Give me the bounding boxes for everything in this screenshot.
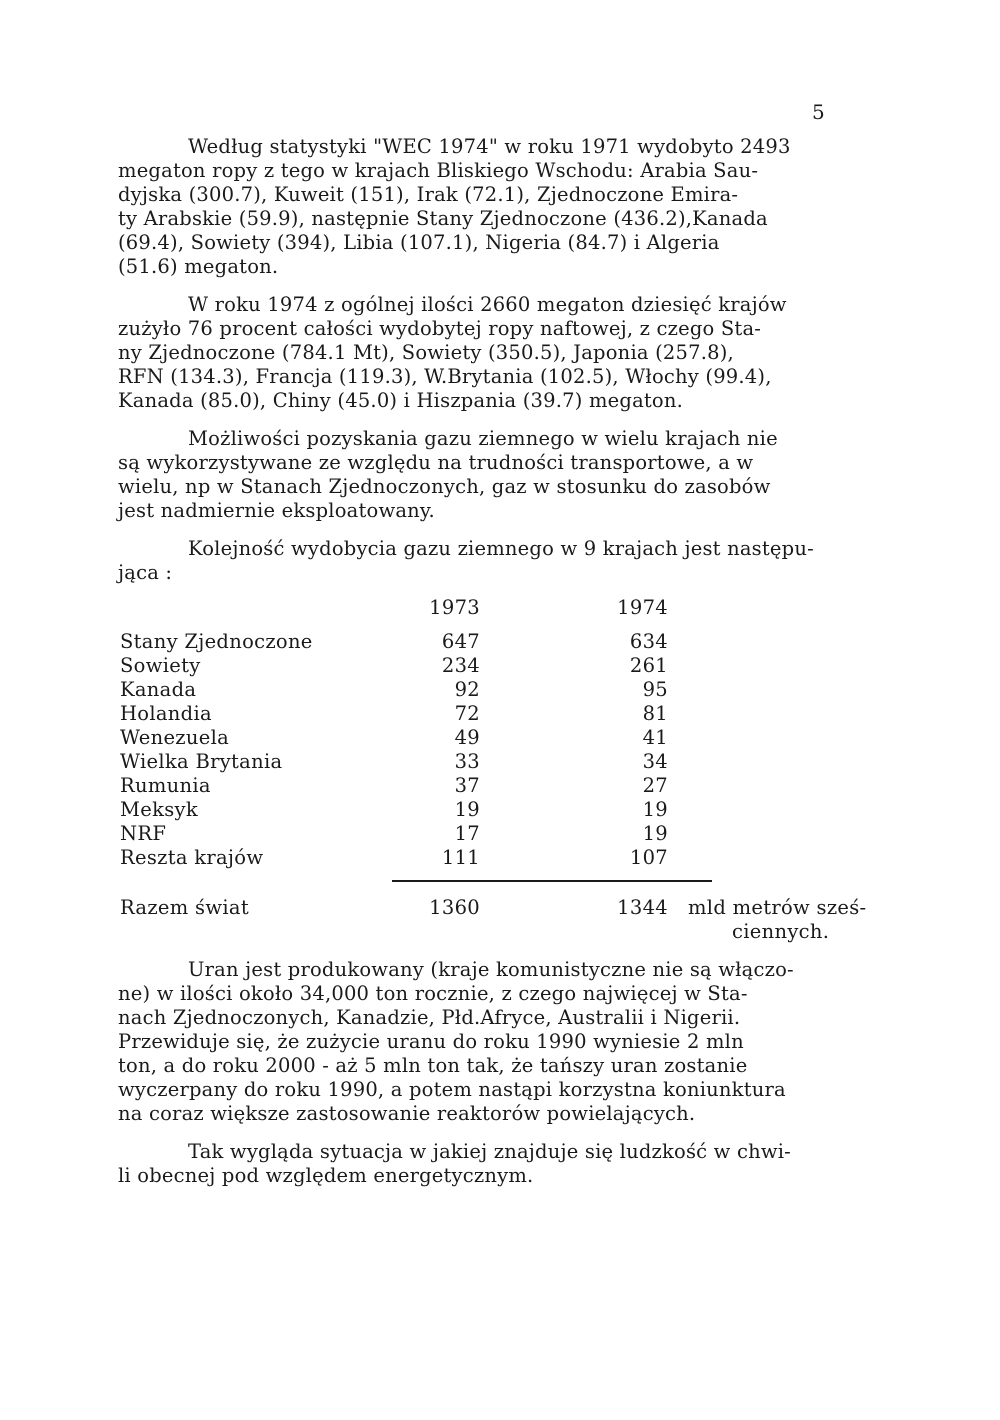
- value-1974-cell: 41: [642, 726, 668, 749]
- total-1973: 1360: [429, 896, 480, 919]
- value-1974-cell: 107: [629, 846, 668, 869]
- text-line: są wykorzystywane ze względu na trudności transportowe, a w: [118, 451, 754, 474]
- country-cell: NRF: [120, 822, 167, 845]
- total-divider: [392, 880, 712, 882]
- value-1973-cell: 49: [454, 726, 480, 749]
- value-1974-cell: 261: [629, 654, 668, 677]
- text-line: Przewiduje się, że zużycie uranu do roku 1990 wyniesie 2 mln: [118, 1030, 744, 1053]
- country-cell: Stany Zjednoczone: [120, 630, 313, 653]
- text-line: dyjska (300.7), Kuweit (151), Irak (72.1), Zjednoczone Emira-: [118, 183, 739, 206]
- unit-label: mld metrów sześ-: [688, 896, 867, 919]
- text-line: jest nadmiernie eksploatowany.: [118, 499, 435, 522]
- text-line: na coraz większe zastosowanie reaktorów powielających.: [118, 1102, 696, 1125]
- value-1973-cell: 647: [441, 630, 480, 653]
- value-1974-cell: 81: [642, 702, 668, 725]
- country-cell: Wenezuela: [120, 726, 230, 749]
- text-line: wyczerpany do roku 1990, a potem nastąpi korzystna koniunktura: [118, 1078, 786, 1101]
- text-line: ton, a do roku 2000 - aż 5 mln ton tak, że tańszy uran zostanie: [118, 1054, 748, 1077]
- value-1973-cell: 33: [454, 750, 480, 773]
- value-1974-cell: 27: [642, 774, 668, 797]
- text-line: (51.6) megaton.: [118, 255, 279, 278]
- column-header-1973: 1973: [429, 596, 480, 619]
- value-1973-cell: 19: [454, 798, 480, 821]
- value-1973-cell: 92: [454, 678, 480, 701]
- text-line: zużyło 76 procent całości wydobytej ropy naftowej, z czego Sta-: [118, 317, 762, 340]
- country-cell: Rumunia: [120, 774, 211, 797]
- text-line: RFN (134.3), Francja (119.3), W.Brytania (102.5), Włochy (99.4),: [118, 365, 772, 388]
- text-line: Kolejność wydobycia gazu ziemnego w 9 krajach jest następu-: [188, 537, 814, 560]
- unit-label-continued: ciennych.: [732, 920, 830, 943]
- text-line: Tak wygląda sytuacja w jakiej znajduje się ludzkość w chwi-: [188, 1140, 791, 1163]
- column-header-1974: 1974: [617, 596, 668, 619]
- page-number: 5: [812, 100, 825, 124]
- value-1973-cell: 17: [454, 822, 480, 845]
- value-1973-cell: 37: [454, 774, 480, 797]
- total-1974: 1344: [617, 896, 668, 919]
- text-line: Uran jest produkowany (kraje komunistyczne nie są włączo-: [188, 958, 794, 981]
- text-line: nach Zjednoczonych, Kanadzie, Płd.Afryce, Australii i Nigerii.: [118, 1006, 741, 1029]
- text-line: W roku 1974 z ogólnej ilości 2660 megaton dziesięć krajów: [188, 293, 787, 316]
- value-1974-cell: 19: [642, 798, 668, 821]
- value-1974-cell: 95: [642, 678, 668, 701]
- value-1973-cell: 234: [441, 654, 480, 677]
- text-line: li obecnej pod względem energetycznym.: [118, 1164, 534, 1187]
- value-1974-cell: 34: [642, 750, 668, 773]
- country-cell: Reszta krajów: [120, 846, 264, 869]
- country-cell: Holandia: [120, 702, 212, 725]
- country-cell: Meksyk: [120, 798, 198, 821]
- value-1974-cell: 19: [642, 822, 668, 845]
- text-line: Kanada (85.0), Chiny (45.0) i Hiszpania (39.7) megaton.: [118, 389, 684, 412]
- text-line: ty Arabskie (59.9), następnie Stany Zjednoczone (436.2),Kanada: [118, 207, 768, 230]
- text-line: megaton ropy z tego w krajach Bliskiego Wschodu: Arabia Sau-: [118, 159, 759, 182]
- country-cell: Wielka Brytania: [120, 750, 283, 773]
- value-1973-cell: 72: [454, 702, 480, 725]
- text-line: ny Zjednoczone (784.1 Mt), Sowiety (350.5), Japonia (257.8),: [118, 341, 734, 364]
- text-line: jąca :: [118, 561, 173, 584]
- text-line: ne) w ilości około 34,000 ton rocznie, z czego najwięcej w Sta-: [118, 982, 748, 1005]
- text-line: (69.4), Sowiety (394), Libia (107.1), Nigeria (84.7) i Algeria: [118, 231, 720, 254]
- text-line: wielu, np w Stanach Zjednoczonych, gaz w stosunku do zasobów: [118, 475, 771, 498]
- total-label: Razem świat: [120, 896, 249, 919]
- value-1973-cell: 111: [441, 846, 480, 869]
- text-line: Według statystyki "WEC 1974" w roku 1971 wydobyto 2493: [188, 135, 791, 158]
- country-cell: Sowiety: [120, 654, 201, 677]
- value-1974-cell: 634: [629, 630, 668, 653]
- text-line: Możliwości pozyskania gazu ziemnego w wielu krajach nie: [188, 427, 778, 450]
- country-cell: Kanada: [120, 678, 197, 701]
